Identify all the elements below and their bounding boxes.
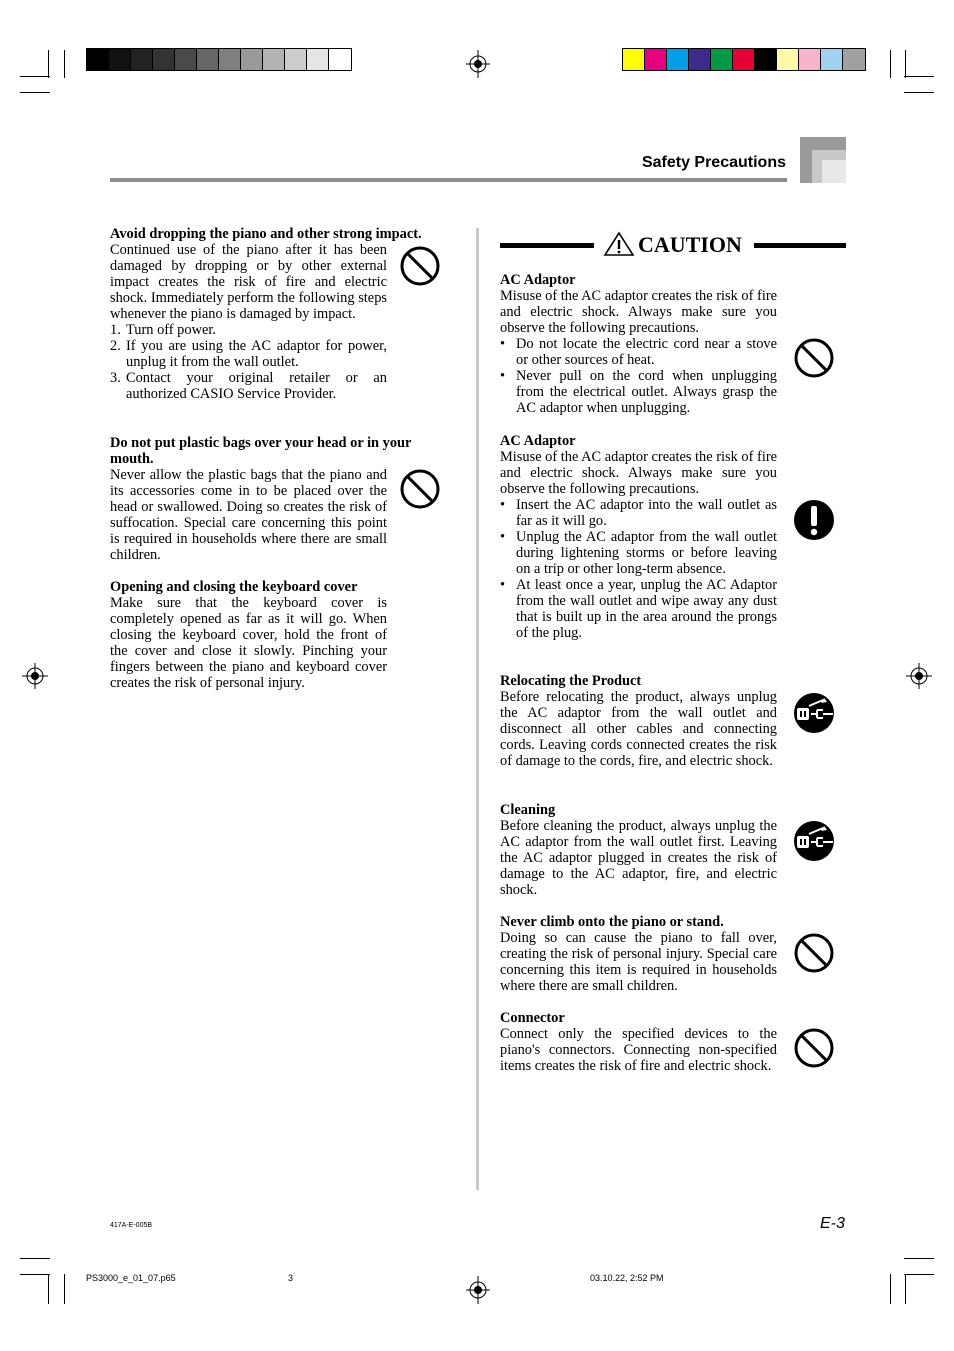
section-title: Safety Precautions — [641, 154, 786, 171]
file-name: PS3000_e_01_07.p65 — [86, 1273, 176, 1283]
section-heading: AC Adaptor — [500, 272, 576, 288]
page-tab-inner-light — [822, 160, 846, 183]
registration-mark-icon — [22, 663, 48, 689]
list-item: 1. Turn off power. — [110, 322, 216, 338]
prohibition-icon — [793, 337, 835, 379]
safety-section-climb — [500, 914, 777, 994]
prohibition-icon — [793, 1027, 835, 1069]
bullet-list — [500, 497, 777, 641]
process-swatch — [777, 49, 799, 70]
grayscale-swatch — [329, 49, 351, 70]
process-swatch — [623, 49, 645, 70]
grayscale-swatch — [241, 49, 263, 70]
grayscale-swatch — [153, 49, 175, 70]
section-heading: Avoid dropping the piano and other strong impact. — [110, 226, 422, 242]
prohibition-icon — [399, 468, 441, 510]
safety-section-keyboard-cover — [110, 579, 387, 691]
prohibition-icon — [793, 932, 835, 974]
grayscale-swatch — [307, 49, 329, 70]
section-body: Before relocating the product, always unplug the AC adaptor from the wall outlet and disconnect all other cables and connecting cords. Leaving cords connected creates the risk of damage to the cords, fire, and electric shock. — [500, 689, 777, 769]
header-rule — [110, 178, 787, 182]
grayscale-color-bar — [86, 48, 352, 71]
grayscale-swatch — [109, 49, 131, 70]
list-item: • Unplug the AC adaptor from the wall outlet during lightening storms or before leaving on a trip or other long-term absence. — [500, 529, 777, 577]
registration-mark-icon — [906, 663, 932, 689]
section-body: Continued use of the piano after it has been damaged by dropping or by other external impact creates the risk of fire and electric shock. Immediately perform the following steps whenever the piano is damaged by impact. — [110, 242, 387, 322]
process-swatch — [645, 49, 667, 70]
caution-label: CAUTION — [638, 232, 742, 257]
section-body: Connect only the specified devices to the piano's connectors. Connecting non-specified items creates the risk of fire and electric shock. — [500, 1026, 777, 1074]
section-body: Make sure that the keyboard cover is completely opened as far as it will go. When closing the keyboard cover, hold the front of the cover and close it slowly. Pinching your fingers between the piano and keyboard cover creates the risk of personal injury. — [110, 595, 387, 691]
unplug-icon — [793, 820, 835, 862]
process-swatch — [711, 49, 733, 70]
list-item: • Do not locate the electric cord near a stove or other sources of heat. — [500, 336, 777, 368]
list-item: • At least once a year, unplug the AC Adaptor from the wall outlet and wipe away any dust that is built up in the area around the prongs of the plug. — [500, 577, 777, 641]
mandatory-exclamation-icon — [793, 499, 835, 541]
grayscale-swatch — [263, 49, 285, 70]
safety-section-ac-adaptor-1 — [500, 272, 777, 416]
section-heading: Cleaning — [500, 802, 556, 818]
section-body: Never allow the plastic bags that the piano and its accessories come in to be placed over the head or swallowed. Doing so creates the risk of suffocation. Special care concerning this point is required in households where there are small children. — [110, 467, 387, 563]
process-swatch — [667, 49, 689, 70]
caution-banner — [500, 230, 846, 260]
grayscale-swatch — [285, 49, 307, 70]
bullet-list — [500, 336, 777, 416]
steps-list — [110, 322, 387, 402]
process-swatch — [843, 49, 865, 70]
doc-code: 417A-E-005B — [110, 1222, 153, 1229]
section-body: Misuse of the AC adaptor creates the risk of fire and electric shock. Always make sure you observe the following precautions. — [500, 449, 777, 497]
section-body: Doing so can cause the piano to fall over, creating the risk of personal injury. Special care concerning this item is required in households where there are small children. — [500, 930, 777, 994]
grayscale-swatch — [175, 49, 197, 70]
list-item: 3. Contact your original retailer or an authorized CASIO Service Provider. — [110, 370, 387, 402]
section-body: Before cleaning the product, always unplug the AC adaptor from the wall outlet first. Leaving the AC adaptor plugged in creates the risk of damage to the AC adaptor, fire, and electric shock. — [500, 818, 777, 898]
file-page: 3 — [288, 1273, 294, 1283]
section-heading: Never climb onto the piano or stand. — [500, 914, 724, 930]
warning-triangle-icon — [603, 231, 635, 257]
grayscale-swatch — [219, 49, 241, 70]
section-heading: AC Adaptor — [500, 433, 576, 449]
grayscale-swatch — [131, 49, 153, 70]
unplug-icon — [793, 692, 835, 734]
caution-rule-right — [754, 243, 846, 248]
caution-rule-left — [500, 243, 594, 248]
safety-section-relocating — [500, 673, 777, 769]
list-item: 2. If you are using the AC adaptor for power, unplug it from the wall outlet. — [110, 338, 387, 370]
list-item: • Insert the AC adaptor into the wall outlet as far as it will go. — [500, 497, 777, 529]
process-color-bar — [622, 48, 866, 71]
registration-mark-icon — [466, 50, 490, 78]
safety-section-ac-adaptor-2 — [500, 433, 777, 641]
process-swatch — [689, 49, 711, 70]
column-divider — [476, 228, 479, 1190]
registration-mark-icon — [466, 1276, 490, 1304]
process-swatch — [755, 49, 777, 70]
section-heading: Relocating the Product — [500, 673, 642, 689]
timestamp: 03.10.22, 2:52 PM — [590, 1273, 664, 1283]
prohibition-icon — [399, 245, 441, 287]
process-swatch — [733, 49, 755, 70]
section-heading: Opening and closing the keyboard cover — [110, 579, 358, 595]
section-heading: Connector — [500, 1010, 565, 1026]
grayscale-swatch — [87, 49, 109, 70]
list-item: • Never pull on the cord when unplugging from the electrical outlet. Always grasp the AC adaptor when unplugging. — [500, 368, 777, 416]
process-swatch — [799, 49, 821, 70]
section-body: Misuse of the AC adaptor creates the risk of fire and electric shock. Always make sure you observe the following precautions. — [500, 288, 777, 336]
safety-section-connector — [500, 1010, 777, 1074]
process-swatch — [821, 49, 843, 70]
section-heading: Do not put plastic bags over your head or in your mouth. — [110, 435, 412, 467]
safety-section-cleaning — [500, 802, 777, 898]
grayscale-swatch — [197, 49, 219, 70]
page-number: E-3 — [820, 1215, 845, 1232]
